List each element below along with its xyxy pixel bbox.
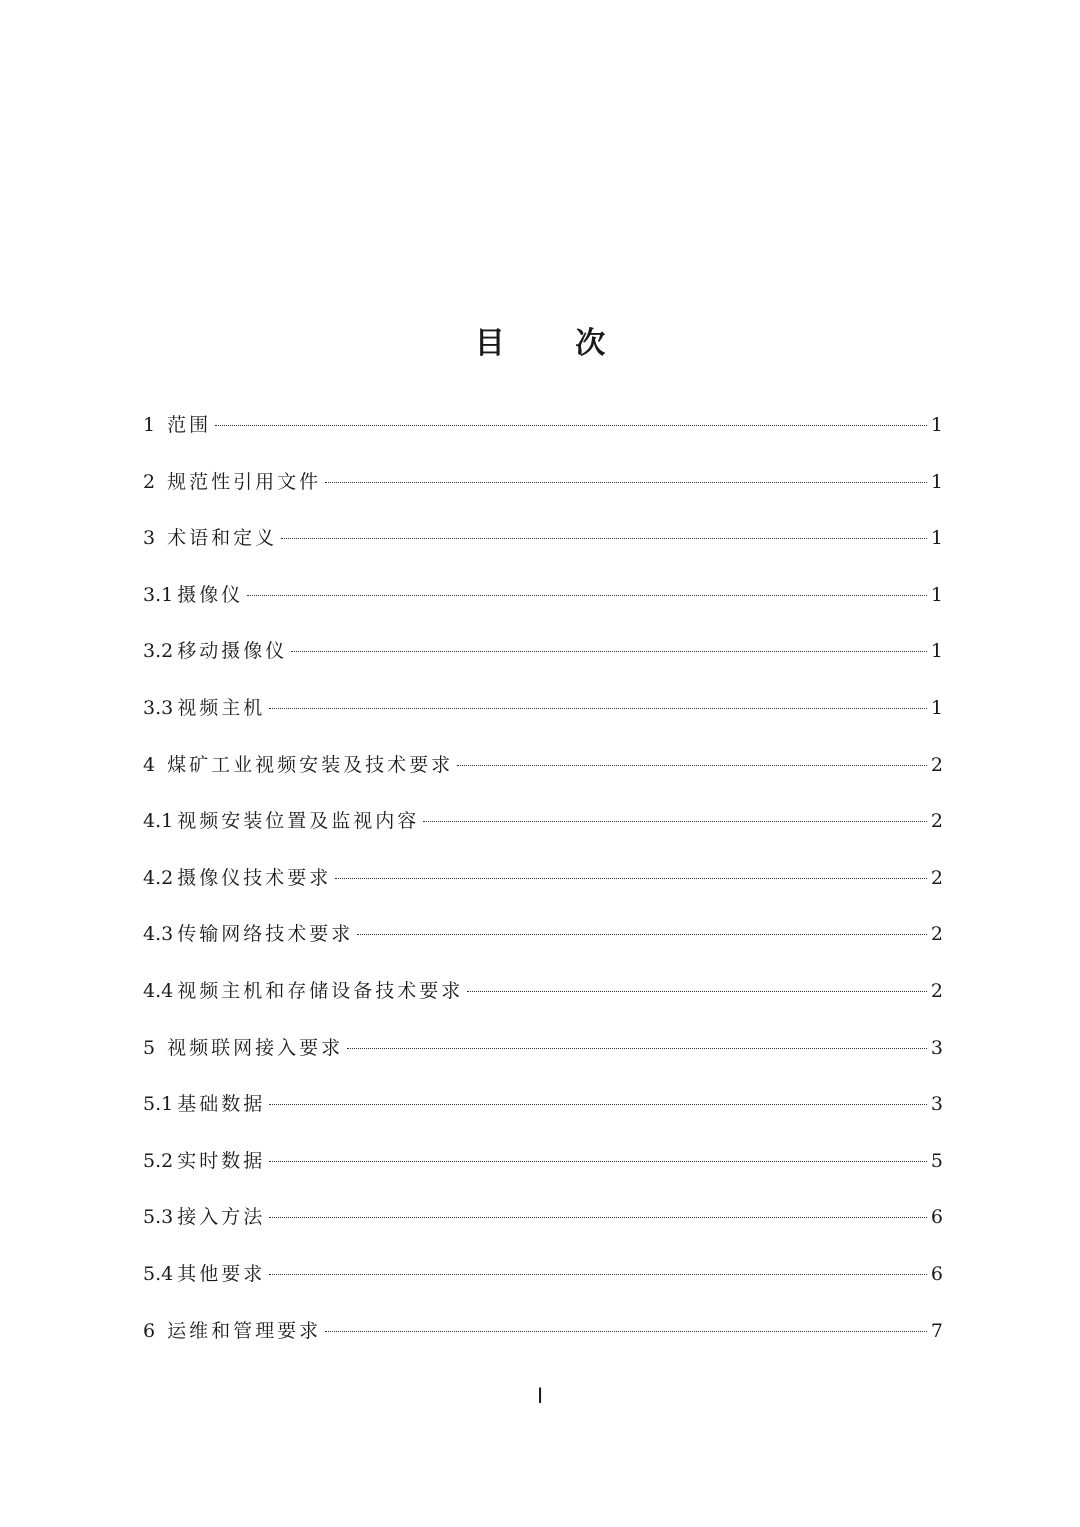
- toc-dot-leader: [269, 708, 927, 709]
- toc-dot-leader: [215, 425, 927, 426]
- toc-entry-number: 5.4: [143, 1262, 174, 1285]
- toc-list: [143, 397, 943, 1359]
- toc-entry-label: 视频联网接入要求: [167, 1036, 344, 1059]
- toc-entry-number: 1: [143, 414, 156, 436]
- toc-dot-leader: [269, 1104, 927, 1105]
- toc-entry-label: 摄像仪: [177, 583, 244, 606]
- toc-entry-page: 1: [930, 527, 943, 550]
- toc-entry[interactable]: [143, 906, 943, 963]
- toc-entry-page: 1: [930, 640, 943, 663]
- toc-entry-page: 2: [930, 979, 943, 1002]
- toc-entry-label: 视频主机: [177, 696, 266, 719]
- toc-entry-page: 2: [930, 866, 943, 889]
- toc-dot-leader: [347, 1048, 927, 1049]
- toc-entry-page: 1: [930, 414, 943, 436]
- toc-entry[interactable]: [143, 680, 943, 737]
- toc-entry-number: 5.2: [143, 1149, 174, 1172]
- toc-entry-label: 其他要求: [177, 1262, 266, 1285]
- toc-entry-label: 接入方法: [177, 1206, 266, 1229]
- toc-entry-number: 5: [143, 1036, 156, 1059]
- toc-entry[interactable]: [143, 737, 943, 794]
- toc-dot-leader: [325, 1331, 927, 1332]
- toc-title: 目 次: [474, 326, 636, 361]
- toc-entry-number: 4: [143, 753, 156, 776]
- toc-entry-label: 规范性引用文件: [167, 470, 322, 493]
- toc-entry[interactable]: [143, 963, 943, 1020]
- toc-entry-label: 视频安装位置及监视内容: [177, 810, 420, 833]
- toc-entry-label: 传输网络技术要求: [177, 923, 354, 946]
- toc-entry-label: 煤矿工业视频安装及技术要求: [167, 753, 454, 776]
- toc-dot-leader: [269, 1274, 927, 1275]
- toc-dot-leader: [247, 595, 927, 596]
- toc-entry[interactable]: [143, 397, 943, 454]
- toc-dot-leader: [335, 878, 927, 879]
- toc-entry-label: 范围: [167, 414, 212, 436]
- toc-entry-number: 6: [143, 1319, 156, 1342]
- toc-entry-number: 2: [143, 470, 156, 493]
- toc-entry-page: 1: [930, 583, 943, 606]
- toc-entry-number: 4.1: [143, 810, 174, 833]
- toc-dot-leader: [281, 538, 927, 539]
- toc-entry-page: 5: [930, 1149, 943, 1172]
- toc-entry-number: 5.1: [143, 1093, 174, 1116]
- toc-entry[interactable]: [143, 850, 943, 907]
- toc-entry-label: 视频主机和存储设备技术要求: [177, 979, 464, 1002]
- toc-dot-leader: [467, 991, 927, 992]
- toc-entry-page: 1: [930, 470, 943, 493]
- toc-entry-number: 4.4: [143, 979, 174, 1002]
- toc-entry[interactable]: [143, 793, 943, 850]
- toc-entry-page: 2: [930, 753, 943, 776]
- toc-entry[interactable]: [143, 1189, 943, 1246]
- toc-entry[interactable]: [143, 1303, 943, 1360]
- toc-entry-label: 术语和定义: [167, 527, 278, 550]
- toc-entry-page: 7: [930, 1319, 943, 1342]
- toc-entry-number: 4.2: [143, 866, 174, 889]
- toc-entry[interactable]: [143, 1246, 943, 1303]
- page-number: I: [536, 1383, 544, 1408]
- toc-entry[interactable]: [143, 454, 943, 511]
- toc-entry-page: 3: [930, 1093, 943, 1116]
- toc-entry-label: 摄像仪技术要求: [177, 866, 332, 889]
- toc-dot-leader: [457, 765, 927, 766]
- toc-dot-leader: [423, 821, 927, 822]
- toc-entry-page: 6: [930, 1206, 943, 1229]
- toc-dot-leader: [325, 482, 927, 483]
- toc-entry-number: 4.3: [143, 923, 174, 946]
- toc-entry[interactable]: [143, 510, 943, 567]
- toc-entry-label: 运维和管理要求: [167, 1319, 322, 1342]
- toc-entry-page: 6: [930, 1262, 943, 1285]
- toc-entry-page: 3: [930, 1036, 943, 1059]
- toc-entry-number: 3.1: [143, 583, 174, 606]
- toc-entry[interactable]: [143, 1133, 943, 1190]
- toc-entry-label: 移动摄像仪: [177, 640, 288, 663]
- toc-entry[interactable]: [143, 1020, 943, 1077]
- toc-dot-leader: [291, 651, 927, 652]
- toc-entry-number: 3: [143, 527, 156, 550]
- toc-dot-leader: [269, 1217, 927, 1218]
- toc-entry[interactable]: [143, 623, 943, 680]
- toc-dot-leader: [357, 934, 927, 935]
- toc-entry[interactable]: [143, 1076, 943, 1133]
- toc-entry-number: 3.3: [143, 696, 174, 719]
- toc-entry-page: 2: [930, 923, 943, 946]
- toc-entry-label: 实时数据: [177, 1149, 266, 1172]
- toc-entry[interactable]: [143, 567, 943, 624]
- toc-entry-page: 2: [930, 810, 943, 833]
- toc-entry-number: 5.3: [143, 1206, 174, 1229]
- toc-entry-page: 1: [930, 696, 943, 719]
- toc-entry-label: 基础数据: [177, 1093, 266, 1116]
- toc-entry-number: 3.2: [143, 640, 174, 663]
- toc-dot-leader: [269, 1161, 927, 1162]
